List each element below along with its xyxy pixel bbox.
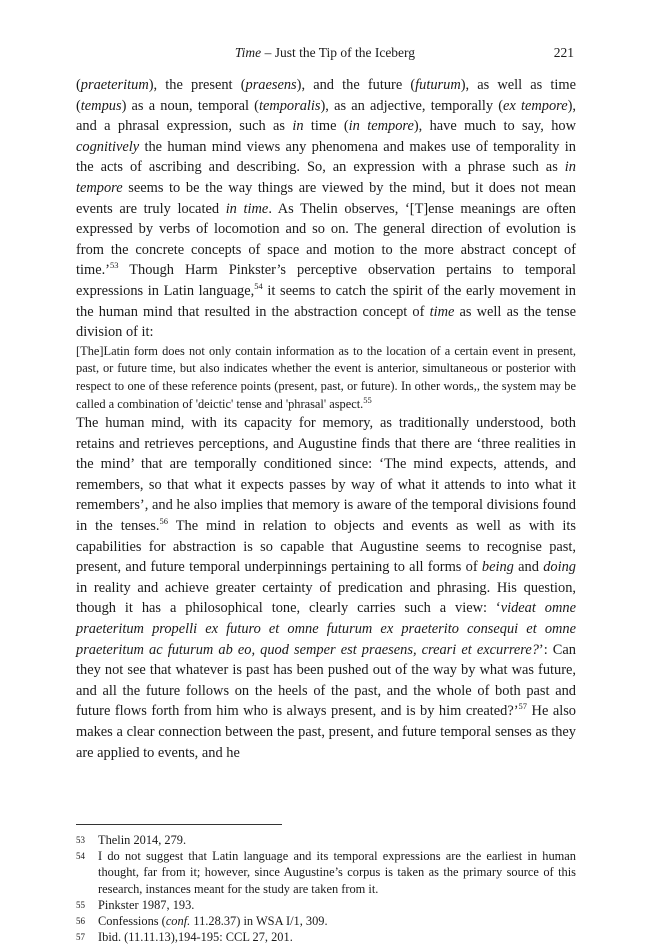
italic-span: cognitively	[76, 138, 140, 155]
text-span: ) as a noun, temporal (	[121, 97, 259, 114]
running-header	[76, 45, 574, 63]
running-title-italic: Time	[234, 45, 262, 60]
text-span: The human mind, with its capacity for memory, as traditionally understood, both retains and retrieves perceptions, and Augustine finds that there are ‘three realities in the mind’ that are temporally conditioned since: ‘The mind expects, attends, and remembers, so that what it expects passes by way of what it attends to into what it remembers’, and he also implies that memory is aware of the temporal divisions found in the tenses.	[76, 415, 576, 535]
italic-span: temporalis	[258, 97, 321, 114]
running-title-rest: – Just the Tip of the Iceberg	[261, 45, 416, 60]
text-span: ), have much to say, how	[413, 118, 576, 135]
italic-span: ex tempore	[503, 97, 568, 114]
footnote-number: 54	[76, 851, 85, 862]
footnotes	[76, 832, 576, 945]
footnote	[76, 832, 576, 848]
footnote	[76, 913, 576, 929]
italic-span: being	[481, 559, 514, 576]
text-span: seems to be the way things are viewed by the mind, but it does not mean events are truly located	[76, 179, 576, 217]
italic-span: in tempore	[348, 118, 414, 135]
footnote-number: 57	[76, 932, 85, 943]
italic-span: videat omne praeteritum propelli ex futuro et omne futurum ex praeterito consequi et omne praeteritum ac futurum ab eo, quod semper est praesens, creari et excurrere?	[76, 600, 576, 658]
text-span: ), as well as time (	[76, 77, 576, 114]
text-span: the human mind views any phenomena and makes use of temporality in the acts of ascribing and describing. So, an expression with a phrase such as	[76, 138, 576, 176]
footnote-text	[98, 832, 576, 848]
text-span: ), and the future (	[296, 77, 416, 93]
footnote	[76, 897, 576, 913]
footnote-separator	[76, 824, 282, 825]
text-span: it seems to catch the spirit of the early movement in the human mind that resulted in the abstraction concept of	[76, 282, 576, 320]
footnote-text	[98, 848, 576, 897]
text-span: He also makes a clear connection between the past, present, and future temporal senses as they are applied to events, and he	[76, 703, 577, 761]
text-span: . As Thelin observes, ‘[T]ense meanings are often expressed by verbs of locomotion and so on. The general direction of evolution is from the concrete concepts of space and motion to the more abstract concept of time.’	[76, 200, 576, 279]
italic-span: in	[292, 118, 304, 135]
text-span: Confessions (	[98, 914, 166, 929]
text-span: time (	[303, 118, 349, 135]
italic-span: praeteritum	[80, 77, 149, 93]
text-span: ), and a phrasal expression, such as	[76, 97, 576, 135]
text-span: Ibid. (11.11.13),194-195: CCL 27, 201.	[98, 930, 293, 945]
footnote-ref: 55	[363, 394, 372, 405]
text-span: The mind in relation to objects and events as well as with its capabilities for abstraction is so capable that Augustine seems to recognise past, present, and future temporal underpinnings pertaining to all forms of	[76, 518, 576, 576]
text-span: ’: Can they not see that whatever is past has been pushed out of the way by what was future, and all the future follows on the heels of the past, and the whole of both past and future flows forth from him who is always present, and is by him created?’	[76, 641, 576, 720]
text-span: in reality and achieve greater certainty of predication and phrasing. His question, though it has a philosophical tone, clearly carries such a view: ‘	[76, 579, 576, 617]
italic-span: tempus	[80, 97, 122, 114]
footnote-ref: 57	[518, 701, 528, 712]
text-span: 11.28.37) in WSA I/1, 309.	[190, 914, 328, 929]
paragraph	[76, 413, 576, 763]
italic-span: in time	[225, 200, 269, 217]
text-span: Though Harm Pinkster’s perceptive observation pertains to temporal expressions in Latin language,	[76, 262, 576, 299]
text-span: ), as an adjective, temporally (	[320, 97, 504, 114]
italic-span: futurum	[415, 77, 461, 93]
footnote-number: 55	[76, 899, 85, 910]
footnote-ref: 54	[254, 281, 263, 292]
footnote-number: 56	[76, 916, 85, 927]
text-span: ), the present (	[148, 77, 246, 93]
paragraph	[76, 75, 576, 343]
italic-span: conf.	[165, 914, 191, 929]
text-span: I do not suggest that Latin language and its temporal expressions are the earliest in human thought, far from it; however, since Augustine’s corpus is taken as the primary source of this research, instances meant for the study are taken from it.	[98, 849, 576, 896]
italic-span: praesens	[245, 77, 297, 93]
block-quote	[76, 343, 576, 413]
text-span: [The]Latin form does not only contain information as to the location of a certain event in present, past, or future time, but also indicates whether the event is anterior, simultaneous or posterior with respect to one of these reference points (present, past, or future). In other words,, the system may be called a combination of 'deictic' tense and 'phrasal' aspect.	[76, 343, 576, 411]
text-span: as well as the tense division of it:	[76, 303, 576, 341]
italic-span: doing	[543, 559, 576, 576]
text-span: (	[76, 77, 81, 93]
footnote-ref: 53	[109, 260, 119, 271]
page-number: 221	[553, 45, 574, 60]
footnote	[76, 848, 576, 897]
footnote-ref: 56	[159, 516, 168, 527]
running-title	[76, 45, 574, 61]
main-text	[76, 75, 576, 763]
text-span: Thelin 2014, 279.	[98, 833, 187, 847]
footnote-text	[98, 897, 576, 913]
text-span: and	[513, 559, 544, 576]
italic-span: in tempore	[76, 159, 576, 196]
text-span: Pinkster 1987, 193.	[98, 897, 195, 912]
italic-span: time	[429, 303, 455, 320]
footnote-number: 53	[76, 835, 85, 845]
footnote-text	[98, 913, 576, 929]
